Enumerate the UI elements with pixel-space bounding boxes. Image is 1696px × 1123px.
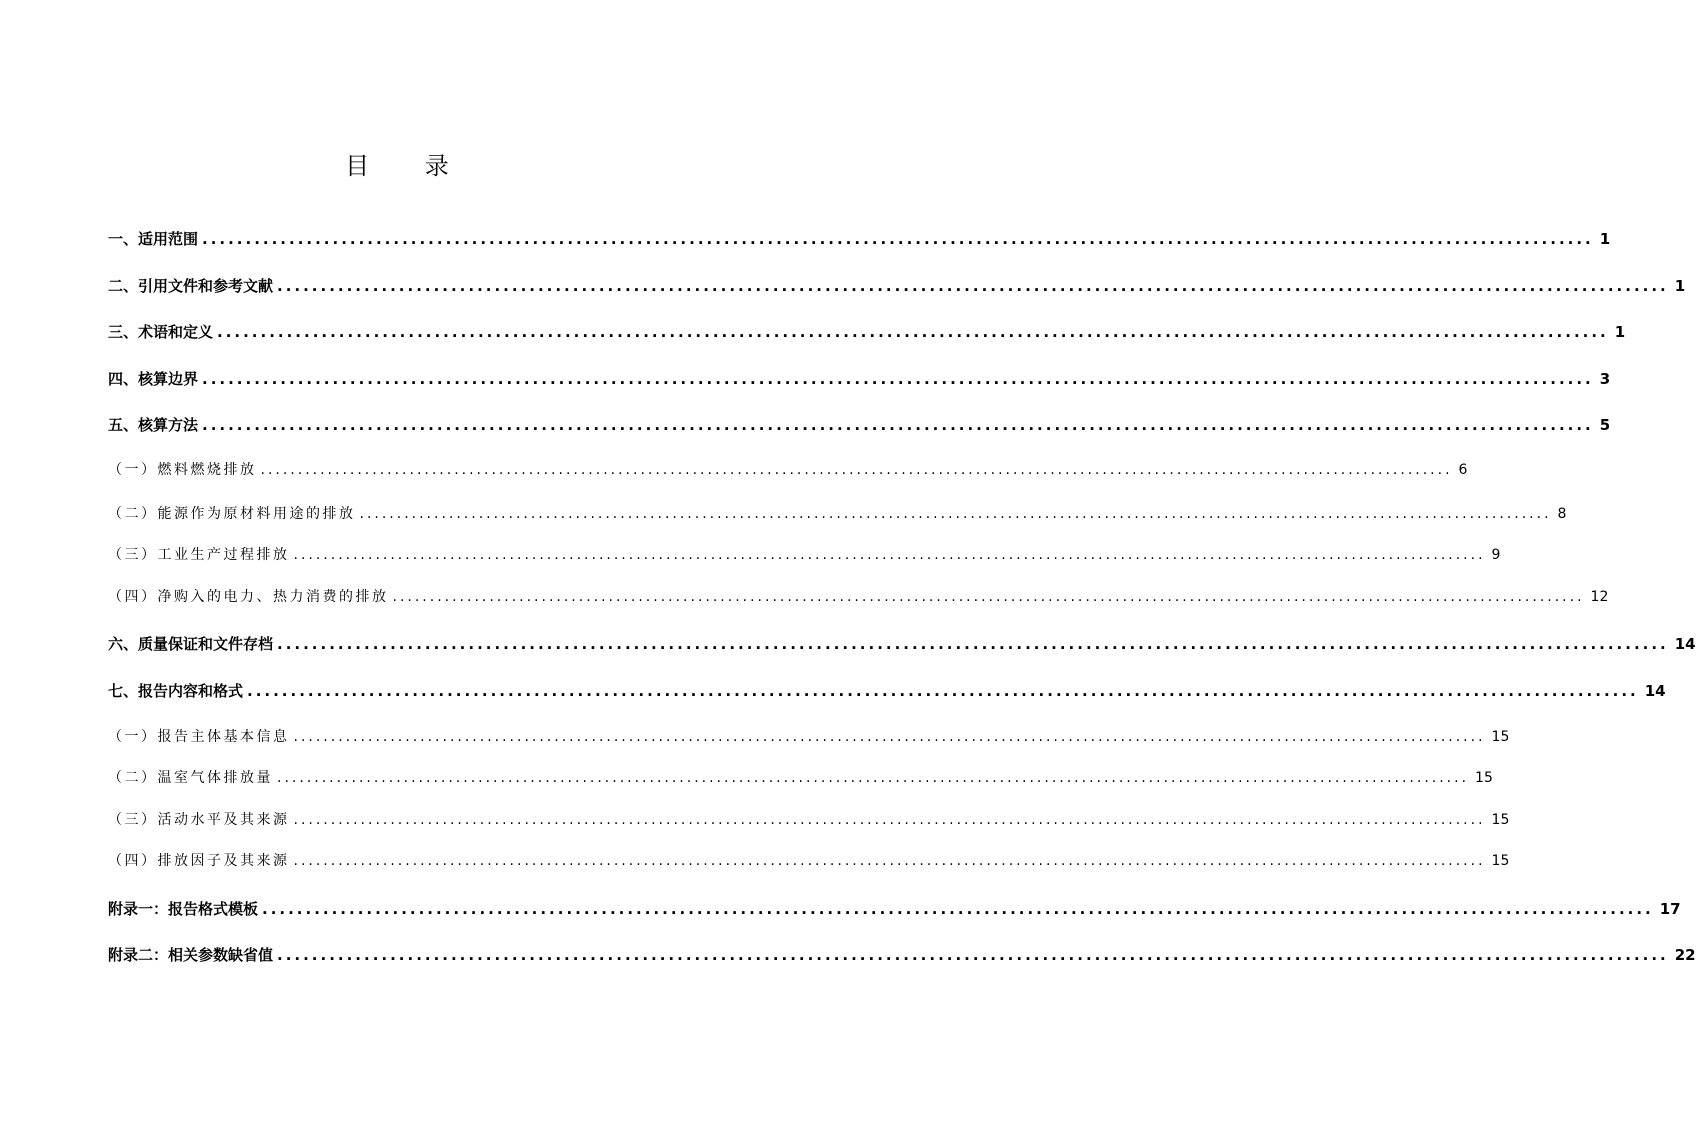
toc-page-number: 14 bbox=[1674, 635, 1696, 653]
toc-page-number: 14 bbox=[1644, 682, 1666, 700]
toc-subentry[interactable] bbox=[108, 809, 1510, 833]
toc-entry[interactable] bbox=[108, 275, 1686, 299]
toc-dot-leader: ................................................................................................................................................................ bbox=[260, 462, 1453, 478]
toc-entry[interactable] bbox=[108, 680, 1666, 704]
toc-entry-label: （三）工业生产过程排放 bbox=[108, 547, 290, 563]
toc-dot-leader: ................................................................................................................................................................ bbox=[359, 506, 1552, 522]
toc-entry-label: 附录二：相关参数缺省值 bbox=[108, 946, 274, 964]
toc-page-number: 6 bbox=[1458, 462, 1468, 478]
toc-entry-label: 五、核算方法 bbox=[108, 416, 199, 434]
toc-subentry[interactable] bbox=[108, 850, 1510, 874]
toc-dot-leader: ................................................................................................................................................................ bbox=[277, 946, 1669, 964]
toc-page-number: 9 bbox=[1491, 547, 1501, 563]
toc-entry-label: 七、报告内容和格式 bbox=[108, 682, 244, 700]
toc-entry-label: （二）能源作为原材料用途的排放 bbox=[108, 506, 356, 522]
toc-page-number: 1 bbox=[1674, 277, 1686, 295]
toc-entry[interactable] bbox=[108, 368, 1611, 392]
toc-dot-leader: ................................................................................................................................................................ bbox=[247, 682, 1639, 700]
toc-entry-label: 六、质量保证和文件存档 bbox=[108, 635, 274, 653]
toc-dot-leader: ................................................................................................................................................................ bbox=[202, 416, 1594, 434]
toc-entry-label: 四、核算边界 bbox=[108, 370, 199, 388]
toc-entry[interactable] bbox=[108, 898, 1681, 922]
toc-entry-label: （二）温室气体排放量 bbox=[108, 770, 273, 786]
toc-page-number: 22 bbox=[1674, 946, 1696, 964]
toc-entry[interactable] bbox=[108, 321, 1626, 345]
toc-entry-label: 二、引用文件和参考文献 bbox=[108, 277, 274, 295]
toc-entry-label: （四）净购入的电力、热力消费的排放 bbox=[108, 589, 389, 605]
toc-page-number: 15 bbox=[1491, 812, 1510, 828]
toc-subentry[interactable] bbox=[108, 586, 1609, 610]
toc-subentry[interactable] bbox=[108, 544, 1501, 568]
toc-dot-leader: ................................................................................................................................................................ bbox=[202, 230, 1594, 248]
toc-dot-leader: ................................................................................................................................................................ bbox=[217, 323, 1609, 341]
toc-page-number: 1 bbox=[1614, 323, 1626, 341]
toc-entry[interactable] bbox=[108, 228, 1611, 252]
toc-entry-label: （一）报告主体基本信息 bbox=[108, 729, 290, 745]
toc-dot-leader: ................................................................................................................................................................ bbox=[202, 370, 1594, 388]
toc-entry-label: （一）燃料燃烧排放 bbox=[108, 462, 257, 478]
toc-subentry[interactable] bbox=[108, 503, 1567, 527]
toc-dot-leader: ................................................................................................................................................................ bbox=[392, 589, 1585, 605]
toc-dot-leader: ................................................................................................................................................................ bbox=[262, 900, 1654, 918]
toc-dot-leader: ................................................................................................................................................................ bbox=[293, 812, 1486, 828]
toc-dot-leader: ................................................................................................................................................................ bbox=[293, 853, 1486, 869]
toc-page-number: 5 bbox=[1599, 416, 1611, 434]
toc-dot-leader: ................................................................................................................................................................ bbox=[277, 770, 1470, 786]
page-title: 目 录 bbox=[345, 152, 473, 180]
toc-entry[interactable] bbox=[108, 633, 1696, 657]
toc-entry[interactable] bbox=[108, 944, 1696, 968]
toc-dot-leader: ................................................................................................................................................................ bbox=[277, 635, 1669, 653]
toc-subentry[interactable] bbox=[108, 767, 1493, 791]
toc-entry-label: 附录一：报告格式模板 bbox=[108, 900, 259, 918]
toc-subentry[interactable] bbox=[108, 726, 1510, 750]
toc-entry-label: （四）排放因子及其来源 bbox=[108, 853, 290, 869]
toc-page-number: 15 bbox=[1475, 770, 1493, 786]
toc-entry-label: 三、术语和定义 bbox=[108, 323, 214, 341]
toc-dot-leader: ................................................................................................................................................................ bbox=[293, 729, 1486, 745]
toc-subentry[interactable] bbox=[108, 459, 1468, 483]
toc-entry-label: （三）活动水平及其来源 bbox=[108, 812, 290, 828]
toc-entry-label: 一、适用范围 bbox=[108, 230, 199, 248]
toc-page-number: 15 bbox=[1491, 729, 1510, 745]
toc-dot-leader: ................................................................................................................................................................ bbox=[277, 277, 1669, 295]
toc-entry[interactable] bbox=[108, 414, 1611, 438]
toc-page-number: 3 bbox=[1599, 370, 1611, 388]
toc-page-number: 12 bbox=[1590, 589, 1609, 605]
toc-dot-leader: ................................................................................................................................................................ bbox=[293, 547, 1486, 563]
toc-page-number: 8 bbox=[1557, 506, 1567, 522]
toc-page-number: 15 bbox=[1491, 853, 1510, 869]
toc-page-number: 17 bbox=[1659, 900, 1681, 918]
toc-page-number: 1 bbox=[1599, 230, 1611, 248]
